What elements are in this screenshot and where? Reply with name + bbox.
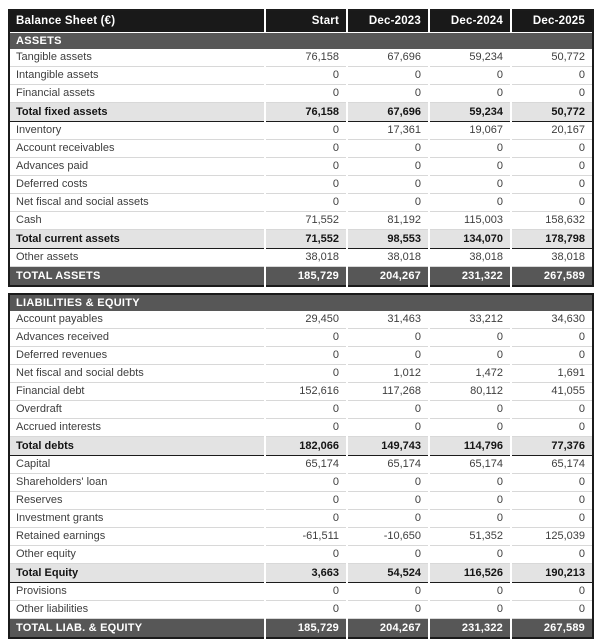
row-label: Tangible assets: [9, 49, 265, 67]
cell-value: 0: [265, 492, 347, 510]
cell-value: 59,234: [429, 49, 511, 67]
cell-value: 134,070: [429, 230, 511, 249]
section-header-label: ASSETS: [9, 33, 593, 50]
row-label: Advances paid: [9, 158, 265, 176]
cell-value: 0: [429, 492, 511, 510]
cell-value: 0: [511, 401, 593, 419]
cell-value: 0: [265, 176, 347, 194]
column-header-dec2023: Dec-2023: [347, 10, 429, 33]
cell-value: 0: [265, 67, 347, 85]
table-row: [9, 329, 593, 347]
cell-value: 17,361: [347, 122, 429, 140]
table-row: [9, 85, 593, 103]
cell-value: 0: [511, 176, 593, 194]
cell-value: 38,018: [265, 249, 347, 267]
row-label: Shareholders' loan: [9, 474, 265, 492]
cell-value: 67,696: [347, 49, 429, 67]
cell-value: 76,158: [265, 103, 347, 122]
cell-value: 0: [347, 601, 429, 619]
subtotal-row: [9, 437, 593, 456]
cell-value: 0: [265, 85, 347, 103]
grand-total-value: 185,729: [265, 619, 347, 639]
cell-value: 0: [429, 474, 511, 492]
cell-value: 71,552: [265, 230, 347, 249]
cell-value: 0: [347, 140, 429, 158]
cell-value: 0: [265, 419, 347, 437]
grand-total-row: [9, 619, 593, 639]
cell-value: 0: [429, 85, 511, 103]
cell-value: 0: [429, 546, 511, 564]
section-header-label: LIABILITIES & EQUITY: [9, 294, 593, 311]
cell-value: 1,472: [429, 365, 511, 383]
cell-value: 1,012: [347, 365, 429, 383]
cell-value: 0: [265, 122, 347, 140]
cell-value: 0: [511, 492, 593, 510]
header-row: [9, 10, 593, 33]
cell-value: 0: [347, 158, 429, 176]
cell-value: 0: [511, 510, 593, 528]
cell-value: 158,632: [511, 212, 593, 230]
cell-value: 65,174: [265, 456, 347, 474]
cell-value: -10,650: [347, 528, 429, 546]
table-row: [9, 510, 593, 528]
cell-value: 0: [511, 194, 593, 212]
cell-value: 0: [511, 140, 593, 158]
cell-value: 0: [347, 510, 429, 528]
table-row: [9, 311, 593, 329]
cell-value: 54,524: [347, 564, 429, 583]
cell-value: 0: [429, 401, 511, 419]
cell-value: 182,066: [265, 437, 347, 456]
cell-value: 50,772: [511, 49, 593, 67]
table-row: [9, 546, 593, 564]
cell-value: 33,212: [429, 311, 511, 329]
cell-value: 0: [429, 510, 511, 528]
cell-value: 0: [347, 194, 429, 212]
cell-value: 0: [347, 329, 429, 347]
row-label: Cash: [9, 212, 265, 230]
cell-value: 152,616: [265, 383, 347, 401]
row-label: Net fiscal and social assets: [9, 194, 265, 212]
table-row: [9, 456, 593, 474]
cell-value: 0: [347, 85, 429, 103]
cell-value: 149,743: [347, 437, 429, 456]
cell-value: 0: [347, 176, 429, 194]
cell-value: 0: [511, 85, 593, 103]
cell-value: 0: [347, 347, 429, 365]
cell-value: 71,552: [265, 212, 347, 230]
cell-value: 34,630: [511, 311, 593, 329]
cell-value: 65,174: [347, 456, 429, 474]
column-header-dec2024: Dec-2024: [429, 10, 511, 33]
table-row: [9, 249, 593, 267]
cell-value: 59,234: [429, 103, 511, 122]
table-row: [9, 601, 593, 619]
grand-total-label: TOTAL LIAB. & EQUITY: [9, 619, 265, 639]
row-label: Inventory: [9, 122, 265, 140]
cell-value: 38,018: [511, 249, 593, 267]
table-row: [9, 176, 593, 194]
cell-value: 0: [429, 158, 511, 176]
row-label: Total debts: [9, 437, 265, 456]
table-row: [9, 67, 593, 85]
cell-value: 50,772: [511, 103, 593, 122]
assets-section-table: [8, 9, 594, 287]
table-row: [9, 140, 593, 158]
grand-total-value: 231,322: [429, 267, 511, 287]
grand-total-value: 267,589: [511, 619, 593, 639]
row-label: Intangible assets: [9, 67, 265, 85]
grand-total-label: TOTAL ASSETS: [9, 267, 265, 287]
row-label: Total current assets: [9, 230, 265, 249]
cell-value: 77,376: [511, 437, 593, 456]
cell-value: 65,174: [511, 456, 593, 474]
cell-value: 0: [511, 419, 593, 437]
cell-value: 38,018: [429, 249, 511, 267]
table-row: [9, 49, 593, 67]
cell-value: 0: [511, 158, 593, 176]
cell-value: 0: [429, 347, 511, 365]
row-label: Provisions: [9, 583, 265, 601]
table-row: [9, 401, 593, 419]
cell-value: 0: [429, 583, 511, 601]
cell-value: 117,268: [347, 383, 429, 401]
cell-value: 29,450: [265, 311, 347, 329]
grand-total-value: 204,267: [347, 619, 429, 639]
cell-value: 0: [429, 176, 511, 194]
cell-value: 65,174: [429, 456, 511, 474]
cell-value: 80,112: [429, 383, 511, 401]
row-label: Financial assets: [9, 85, 265, 103]
grand-total-value: 231,322: [429, 619, 511, 639]
section-header-row: [9, 294, 593, 311]
cell-value: 0: [429, 329, 511, 347]
column-header-dec2025: Dec-2025: [511, 10, 593, 33]
row-label: Overdraft: [9, 401, 265, 419]
cell-value: 0: [511, 474, 593, 492]
cell-value: 190,213: [511, 564, 593, 583]
cell-value: 41,055: [511, 383, 593, 401]
row-label: Advances received: [9, 329, 265, 347]
cell-value: 0: [347, 492, 429, 510]
cell-value: 0: [265, 601, 347, 619]
cell-value: 0: [429, 601, 511, 619]
cell-value: 0: [265, 583, 347, 601]
cell-value: 0: [265, 140, 347, 158]
cell-value: 51,352: [429, 528, 511, 546]
row-label: Accrued interests: [9, 419, 265, 437]
table-row: [9, 474, 593, 492]
table-title: Balance Sheet (€): [9, 10, 265, 33]
cell-value: 0: [429, 67, 511, 85]
cell-value: 0: [347, 474, 429, 492]
cell-value: 0: [265, 510, 347, 528]
table-row: [9, 365, 593, 383]
row-label: Investment grants: [9, 510, 265, 528]
table-row: [9, 528, 593, 546]
grand-total-value: 185,729: [265, 267, 347, 287]
cell-value: 0: [429, 140, 511, 158]
cell-value: 0: [429, 419, 511, 437]
cell-value: 0: [347, 419, 429, 437]
cell-value: 81,192: [347, 212, 429, 230]
table-row: [9, 158, 593, 176]
cell-value: 31,463: [347, 311, 429, 329]
cell-value: 19,067: [429, 122, 511, 140]
row-label: Other liabilities: [9, 601, 265, 619]
cell-value: 98,553: [347, 230, 429, 249]
cell-value: 3,663: [265, 564, 347, 583]
cell-value: 0: [511, 67, 593, 85]
cell-value: 0: [265, 401, 347, 419]
cell-value: 20,167: [511, 122, 593, 140]
subtotal-row: [9, 103, 593, 122]
subtotal-row: [9, 230, 593, 249]
grand-total-value: 204,267: [347, 267, 429, 287]
cell-value: 0: [265, 365, 347, 383]
cell-value: 0: [265, 347, 347, 365]
cell-value: 178,798: [511, 230, 593, 249]
table-row: [9, 212, 593, 230]
grand-total-value: 267,589: [511, 267, 593, 287]
table-row: [9, 383, 593, 401]
row-label: Deferred costs: [9, 176, 265, 194]
table-row: [9, 194, 593, 212]
cell-value: 125,039: [511, 528, 593, 546]
cell-value: 114,796: [429, 437, 511, 456]
cell-value: 116,526: [429, 564, 511, 583]
cell-value: 0: [265, 329, 347, 347]
table-row: [9, 419, 593, 437]
row-label: Retained earnings: [9, 528, 265, 546]
column-header-start: Start: [265, 10, 347, 33]
row-label: Net fiscal and social debts: [9, 365, 265, 383]
subtotal-row: [9, 564, 593, 583]
table-row: [9, 347, 593, 365]
cell-value: 0: [347, 401, 429, 419]
row-label: Capital: [9, 456, 265, 474]
row-label: Deferred revenues: [9, 347, 265, 365]
cell-value: 67,696: [347, 103, 429, 122]
section-header-row: [9, 33, 593, 50]
row-label: Account payables: [9, 311, 265, 329]
row-label: Financial debt: [9, 383, 265, 401]
cell-value: 0: [265, 194, 347, 212]
cell-value: 0: [265, 158, 347, 176]
cell-value: 38,018: [347, 249, 429, 267]
cell-value: 0: [511, 329, 593, 347]
cell-value: 0: [347, 546, 429, 564]
table-row: [9, 122, 593, 140]
cell-value: 0: [511, 347, 593, 365]
row-label: Account receivables: [9, 140, 265, 158]
row-label: Other equity: [9, 546, 265, 564]
row-label: Total fixed assets: [9, 103, 265, 122]
row-label: Reserves: [9, 492, 265, 510]
table-row: [9, 492, 593, 510]
cell-value: 0: [347, 583, 429, 601]
row-label: Total Equity: [9, 564, 265, 583]
grand-total-row: [9, 267, 593, 287]
cell-value: 76,158: [265, 49, 347, 67]
cell-value: 0: [429, 194, 511, 212]
cell-value: 115,003: [429, 212, 511, 230]
cell-value: 0: [511, 546, 593, 564]
cell-value: 0: [347, 67, 429, 85]
cell-value: 0: [511, 601, 593, 619]
row-label: Other assets: [9, 249, 265, 267]
cell-value: -61,511: [265, 528, 347, 546]
cell-value: 0: [265, 546, 347, 564]
cell-value: 0: [265, 474, 347, 492]
table-row: [9, 583, 593, 601]
liabilities-section-table: [8, 293, 594, 639]
cell-value: 0: [511, 583, 593, 601]
cell-value: 1,691: [511, 365, 593, 383]
